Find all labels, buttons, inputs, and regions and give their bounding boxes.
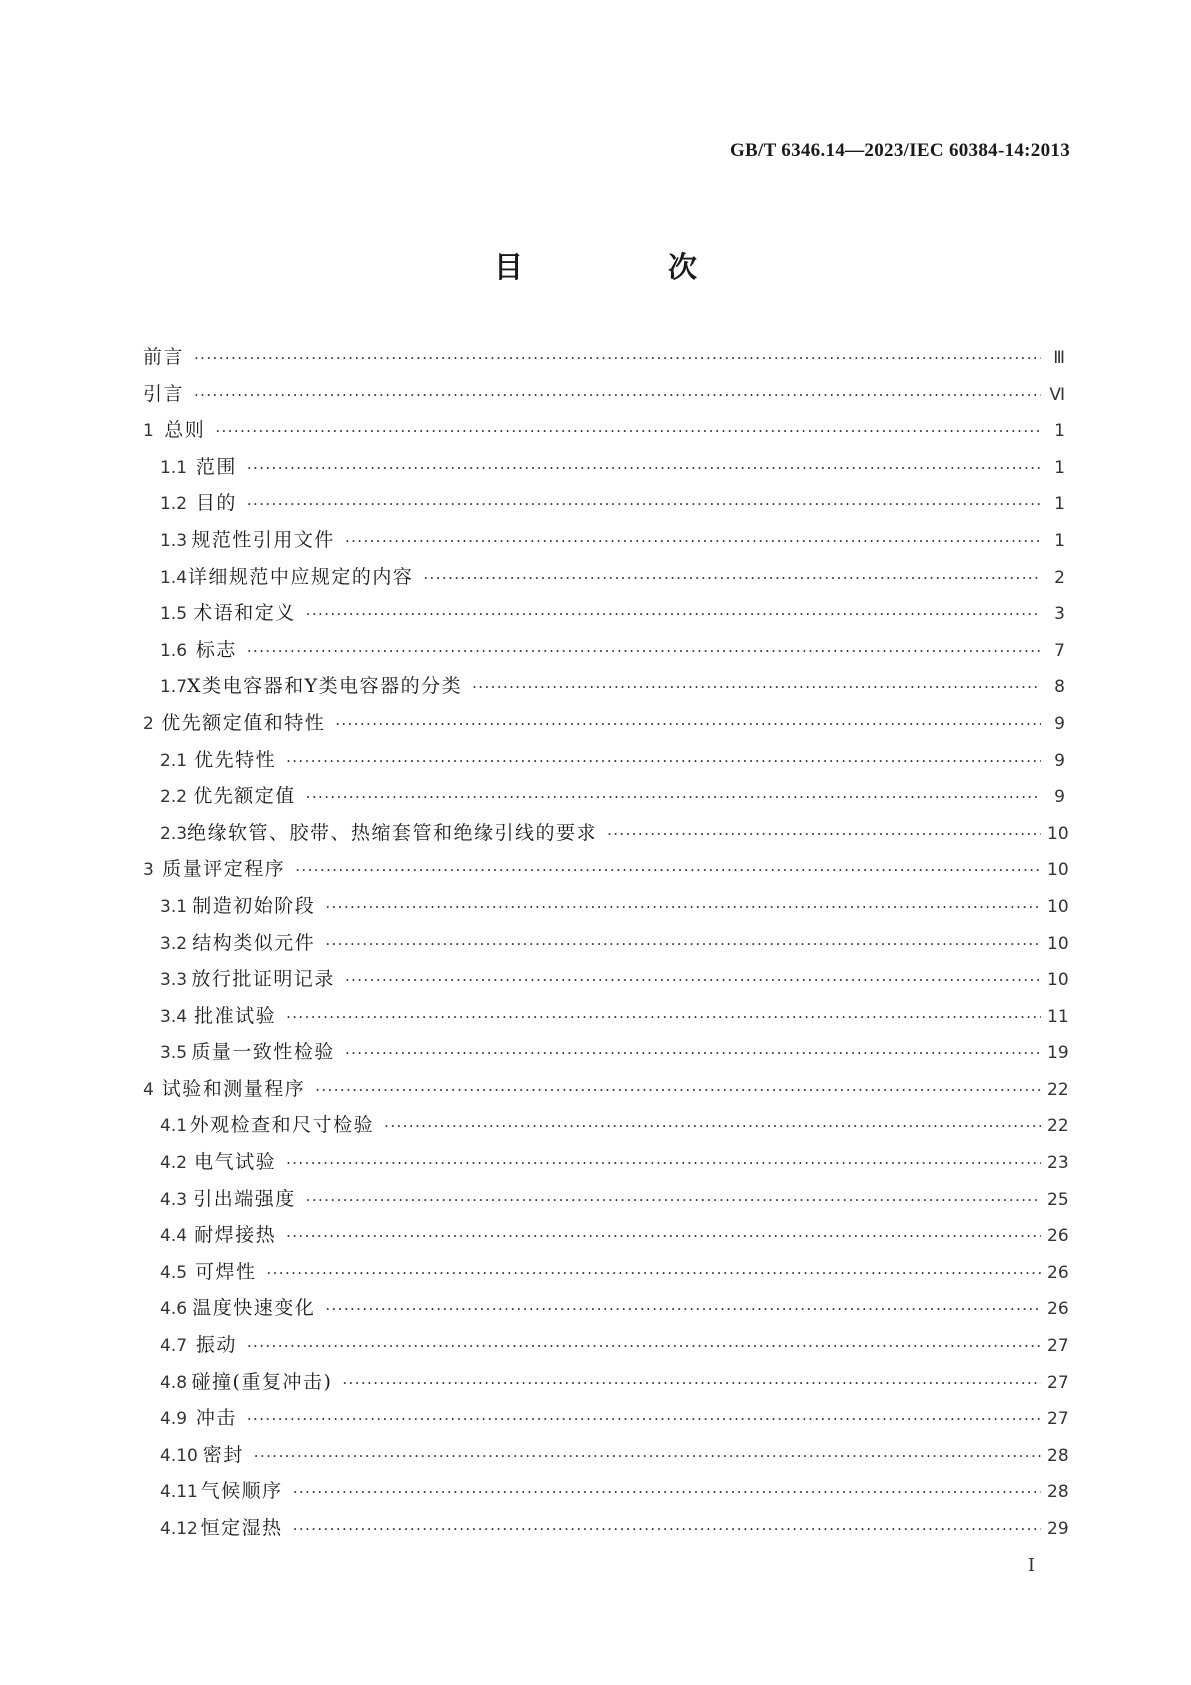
toc-dot-leader bbox=[335, 715, 1041, 733]
toc-entry-number: 4.4 bbox=[160, 1226, 188, 1247]
toc-entry-page: 1 bbox=[1054, 421, 1065, 442]
toc-entry[interactable] bbox=[143, 964, 1069, 1001]
toc-entry-page: 19 bbox=[1047, 1043, 1069, 1064]
toc-entry-label: 详细规范中应规定的内容 bbox=[187, 565, 414, 588]
toc-entry[interactable] bbox=[143, 1257, 1069, 1294]
toc-entry-label: 引出端强度 bbox=[193, 1187, 296, 1210]
toc-entry-page: 28 bbox=[1047, 1482, 1069, 1503]
toc-entry-number: 1.6 bbox=[160, 640, 188, 661]
toc-entry-label: 绝缘软管、胶带、热缩套管和绝缘引线的要求 bbox=[187, 821, 598, 844]
toc-entry-number: 1.3 bbox=[160, 530, 188, 551]
toc-dot-leader bbox=[247, 1337, 1041, 1355]
toc-entry-number: 4.1 bbox=[160, 1116, 188, 1137]
toc-entry-page: 10 bbox=[1047, 970, 1069, 991]
toc-entry-label: 前言 bbox=[143, 346, 185, 368]
page-title: 目 次 bbox=[493, 250, 755, 284]
toc-entry-label: 范围 bbox=[195, 455, 237, 478]
toc-dot-leader bbox=[345, 532, 1041, 550]
toc-entry[interactable] bbox=[143, 1110, 1069, 1147]
toc-entry-label: 批准试验 bbox=[194, 1004, 277, 1027]
toc-entry-label: 质量一致性检验 bbox=[191, 1041, 335, 1064]
toc-entry-label: 碰撞(重复冲击) bbox=[191, 1370, 333, 1393]
toc-entry[interactable] bbox=[143, 928, 1069, 965]
toc-entry[interactable] bbox=[143, 415, 1065, 452]
toc-entry-label: 质量评定程序 bbox=[162, 858, 286, 881]
toc-entry-page: Ⅵ bbox=[1049, 384, 1065, 405]
toc-dot-leader bbox=[286, 1154, 1041, 1172]
toc-dot-leader bbox=[325, 1300, 1041, 1318]
toc-entry-number: 1.7 bbox=[160, 677, 188, 698]
toc-entry[interactable] bbox=[143, 1330, 1069, 1367]
toc-entry-number: 3.3 bbox=[160, 970, 188, 991]
table-of-contents bbox=[143, 342, 1069, 1550]
toc-entry[interactable] bbox=[143, 1513, 1069, 1550]
toc-entry-label: 耐焊接热 bbox=[194, 1224, 277, 1247]
toc-entry[interactable] bbox=[143, 1293, 1069, 1330]
toc-entry-page: 1 bbox=[1054, 530, 1065, 551]
toc-entry-label: 气候顺序 bbox=[200, 1480, 283, 1503]
toc-entry[interactable] bbox=[143, 1220, 1069, 1257]
toc-entry[interactable] bbox=[143, 1001, 1069, 1038]
toc-entry-number: 4.3 bbox=[160, 1189, 188, 1210]
toc-entry-number: 4.7 bbox=[160, 1336, 188, 1357]
toc-entry-label: 优先特性 bbox=[194, 748, 277, 771]
toc-dot-leader bbox=[293, 1483, 1041, 1501]
toc-entry-number: 1.2 bbox=[160, 494, 188, 515]
toc-entry-label: 目的 bbox=[195, 492, 237, 515]
toc-entry-label: 总则 bbox=[164, 419, 206, 442]
toc-dot-leader bbox=[266, 1264, 1041, 1282]
toc-entry-page: 1 bbox=[1054, 457, 1065, 478]
toc-entry[interactable] bbox=[143, 598, 1065, 635]
toc-entry-number: 1.1 bbox=[160, 457, 188, 478]
toc-entry-number: 3.2 bbox=[160, 933, 188, 954]
toc-dot-leader bbox=[215, 422, 1041, 440]
toc-entry-page: 26 bbox=[1047, 1299, 1069, 1320]
toc-entry-page: 29 bbox=[1047, 1519, 1069, 1539]
toc-dot-leader bbox=[286, 1008, 1041, 1026]
page-number: Ⅰ bbox=[1027, 1555, 1035, 1575]
toc-dot-leader bbox=[472, 678, 1041, 696]
toc-entry-label: X类电容器和Y类电容器的分类 bbox=[187, 675, 463, 698]
toc-entry-page: 10 bbox=[1047, 860, 1069, 881]
toc-dot-leader bbox=[194, 349, 1041, 367]
toc-dot-leader bbox=[286, 752, 1041, 770]
toc-entry-label: 优先额定值 bbox=[193, 785, 296, 808]
toc-dot-leader bbox=[306, 1191, 1041, 1209]
toc-entry-page: 10 bbox=[1047, 823, 1069, 844]
toc-entry-page: 11 bbox=[1047, 1006, 1069, 1027]
toc-dot-leader bbox=[423, 569, 1041, 587]
toc-entry-page: 26 bbox=[1047, 1262, 1069, 1283]
toc-entry-number: 3.5 bbox=[160, 1043, 188, 1064]
toc-dot-leader bbox=[325, 898, 1041, 916]
toc-entry-label: 振动 bbox=[195, 1334, 237, 1357]
toc-entry-number: 2 bbox=[143, 713, 154, 734]
toc-entry[interactable] bbox=[143, 635, 1065, 672]
toc-entry[interactable] bbox=[143, 1367, 1069, 1404]
toc-entry-number: 4.2 bbox=[160, 1153, 188, 1174]
toc-entry[interactable] bbox=[143, 818, 1069, 855]
toc-entry-number: 4.6 bbox=[160, 1299, 188, 1320]
toc-entry-page: 8 bbox=[1054, 677, 1065, 698]
toc-dot-leader bbox=[247, 459, 1041, 477]
toc-entry-number: 3.4 bbox=[160, 1006, 188, 1027]
toc-dot-leader bbox=[247, 642, 1041, 660]
toc-entry[interactable] bbox=[143, 1440, 1069, 1477]
toc-entry-label: 冲击 bbox=[195, 1407, 237, 1430]
toc-dot-leader bbox=[247, 1410, 1041, 1428]
toc-entry-number: 4.11 bbox=[160, 1482, 198, 1503]
toc-entry[interactable] bbox=[143, 854, 1069, 891]
toc-entry-page: 28 bbox=[1047, 1445, 1069, 1466]
toc-dot-leader bbox=[342, 1374, 1041, 1392]
toc-entry-page: 22 bbox=[1047, 1116, 1069, 1137]
toc-entry[interactable] bbox=[143, 488, 1065, 525]
toc-entry[interactable] bbox=[143, 1403, 1069, 1440]
toc-entry[interactable] bbox=[143, 891, 1069, 928]
toc-entry-number: 3 bbox=[143, 860, 154, 881]
toc-entry-page: 26 bbox=[1047, 1226, 1069, 1247]
toc-dot-leader bbox=[345, 971, 1041, 989]
toc-entry-label: 恒定湿热 bbox=[200, 1517, 283, 1539]
toc-entry-label: 试验和测量程序 bbox=[161, 1077, 306, 1100]
toc-dot-leader bbox=[315, 1081, 1041, 1099]
toc-entry-page: 1 bbox=[1054, 494, 1065, 515]
toc-entry-number: 2.3 bbox=[160, 823, 188, 844]
toc-entry-number: 1 bbox=[143, 421, 154, 442]
toc-entry-label: 规范性引用文件 bbox=[191, 528, 335, 551]
toc-entry[interactable] bbox=[143, 562, 1065, 599]
toc-entry-label: 密封 bbox=[202, 1443, 244, 1466]
toc-entry-number: 4.9 bbox=[160, 1409, 188, 1430]
toc-entry[interactable] bbox=[143, 1476, 1069, 1513]
toc-entry[interactable] bbox=[143, 1147, 1069, 1184]
toc-entry[interactable] bbox=[143, 379, 1065, 416]
toc-entry-label: 引言 bbox=[143, 382, 185, 405]
toc-entry-page: 27 bbox=[1047, 1372, 1069, 1393]
toc-entry-number: 1.4 bbox=[160, 567, 188, 588]
toc-entry[interactable] bbox=[143, 342, 1065, 379]
toc-entry-number: 4.8 bbox=[160, 1372, 188, 1393]
toc-entry-page: 22 bbox=[1047, 1079, 1069, 1100]
toc-entry-page: 2 bbox=[1054, 567, 1065, 588]
toc-entry-number: 2.1 bbox=[160, 750, 188, 771]
toc-entry-label: 优先额定值和特性 bbox=[161, 711, 326, 734]
standard-code: GB/T 6346.14—2023/IEC 60384-14:2013 bbox=[729, 140, 1070, 161]
toc-dot-leader bbox=[254, 1447, 1041, 1465]
toc-dot-leader bbox=[293, 1520, 1041, 1538]
toc-entry[interactable] bbox=[143, 452, 1065, 489]
toc-entry[interactable] bbox=[143, 1074, 1069, 1111]
toc-entry-label: 制造初始阶段 bbox=[192, 894, 316, 917]
toc-dot-leader bbox=[194, 386, 1041, 404]
toc-entry-page: 7 bbox=[1054, 640, 1065, 661]
toc-dot-leader bbox=[345, 1044, 1041, 1062]
toc-dot-leader bbox=[607, 825, 1041, 843]
toc-entry-page: 25 bbox=[1047, 1189, 1069, 1210]
toc-entry-page: 9 bbox=[1054, 713, 1065, 734]
toc-entry-label: 可焊性 bbox=[194, 1260, 257, 1283]
toc-entry-label: 电气试验 bbox=[194, 1151, 277, 1174]
toc-dot-leader bbox=[325, 935, 1041, 953]
toc-dot-leader bbox=[306, 605, 1041, 623]
toc-entry-page: 27 bbox=[1047, 1336, 1069, 1357]
toc-entry[interactable] bbox=[143, 1037, 1069, 1074]
toc-entry-number: 3.1 bbox=[160, 896, 188, 917]
toc-entry-number: 1.5 bbox=[160, 604, 188, 625]
toc-dot-leader bbox=[247, 495, 1041, 513]
toc-entry-label: 外观检查和尺寸检验 bbox=[189, 1114, 375, 1137]
toc-entry[interactable] bbox=[143, 745, 1065, 782]
toc-entry-page: 10 bbox=[1047, 933, 1069, 954]
toc-entry-page: 3 bbox=[1054, 604, 1065, 625]
toc-entry-number: 4.10 bbox=[160, 1445, 198, 1466]
toc-entry-number: 4 bbox=[143, 1079, 154, 1100]
toc-dot-leader bbox=[295, 861, 1041, 879]
toc-entry[interactable] bbox=[143, 781, 1065, 818]
toc-dot-leader bbox=[286, 1227, 1041, 1245]
toc-entry-label: 放行批证明记录 bbox=[191, 968, 335, 991]
toc-entry[interactable] bbox=[143, 1184, 1069, 1221]
toc-entry-label: 标志 bbox=[195, 638, 237, 661]
toc-entry-page: 9 bbox=[1054, 750, 1065, 771]
toc-entry[interactable] bbox=[143, 708, 1065, 745]
toc-dot-leader bbox=[384, 1117, 1041, 1135]
toc-entry-page: 27 bbox=[1047, 1409, 1069, 1430]
toc-entry-label: 温度快速变化 bbox=[192, 1297, 316, 1320]
toc-entry-label: 结构类似元件 bbox=[192, 931, 316, 954]
toc-entry-number: 4.12 bbox=[160, 1519, 198, 1539]
toc-entry-page: Ⅲ bbox=[1053, 348, 1065, 368]
toc-entry-number: 2.2 bbox=[160, 787, 188, 808]
toc-entry[interactable] bbox=[143, 671, 1065, 708]
toc-entry-page: 10 bbox=[1047, 896, 1069, 917]
toc-entry-label: 术语和定义 bbox=[193, 602, 296, 625]
toc-entry[interactable] bbox=[143, 525, 1065, 562]
toc-entry-page: 9 bbox=[1054, 787, 1065, 808]
toc-entry-page: 23 bbox=[1047, 1153, 1069, 1174]
toc-dot-leader bbox=[306, 788, 1041, 806]
toc-entry-number: 4.5 bbox=[160, 1262, 188, 1283]
